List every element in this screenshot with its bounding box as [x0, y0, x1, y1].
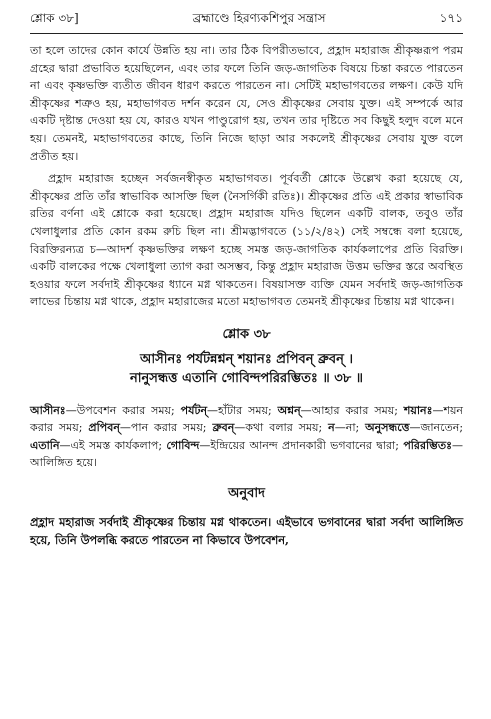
synonym-item: ন—না;	[328, 421, 360, 435]
page-number: ১৭১	[439, 11, 463, 25]
synonym-item: অশ্নন্—আহার করার সময়;	[277, 403, 398, 417]
synonym-item: এতানি—এই সমস্ত কার্যকলাপ;	[30, 438, 163, 452]
verse-line-2: নানুসন্ধত্ত এতানি গোবিন্দপরিরম্ভিতঃ ॥ ৩৮ ॥	[129, 370, 364, 386]
synonym-item: ব্রুবন্—কথা বলার সময়;	[212, 421, 323, 435]
header-verse-ref: শ্লোক ৩৮]	[30, 11, 79, 25]
synonym-item: শয়ানঃ—শয়ন করার সময়;	[30, 403, 463, 435]
translation-text: প্রহ্লাদ মহারাজ সর্বদাই শ্রীকৃষ্ণের চিন্তায় মগ্ন থাকতেন। এইভাবে ভগবানের দ্বারা সর্বদা আলিঙ্গিত হয়ে, তিনি উপলব্ধি করতে পারতেন না কিভাবে উপবেশন,	[30, 514, 463, 547]
synonym-item: প্রপিবন্—পান করার সময়;	[88, 421, 207, 435]
synonym-item: অনুসন্ধত্তে—জানতেন;	[365, 421, 464, 435]
translation-heading: অনুবাদ	[228, 485, 265, 501]
word-for-word-synonyms	[30, 402, 463, 472]
verse-line-1: আসীনঃ পর্যটন্নশ্নন্ শয়ানঃ প্রপিবন্ ব্রুবন্ ।	[139, 351, 354, 367]
synonym-item: পরিরম্ভিতঃ—আলিঙ্গিত হয়ে।	[30, 438, 463, 470]
purport-paragraph-2: প্রহ্লাদ মহারাজ হচ্ছেন সর্বজনস্বীকৃত মহাভাগবত। পূর্ববর্তী শ্লোকে উল্লেখ করা হয়েছে যে, শ্রীকৃষ্ণের প্রতি তাঁর স্বাভাবিক আসক্তি ছিল (নৈসর্গিকী রতিঃ)। শ্রীকৃষ্ণের প্রতি এই প্রকার স্বাভাবিক রতির বর্ণনা এই শ্লোকে করা হয়েছে। প্রহ্লাদ মহারাজ যদিও ছিলেন একটি বালক, তবুও তাঁর খেলাধুলার প্রতি কোন রকম রুচি ছিল না। শ্রীমদ্ভাগবতে (১১/২/৪২) সেই সম্বন্ধে বলা হয়েছে, বিরক্তিরন্যত্র চ—আদর্শ কৃষ্ণভক্তির লক্ষণ হচ্ছে সমস্ত জড়-জাগতিক কার্যকলাপের প্রতি বিরক্তি। একটি বালকের পক্ষে খেলাধুলা ত্যাগ করা অসম্ভব, কিন্তু প্রহ্লাদ মহারাজ উত্তম ভক্তির স্তরে অবস্থিত হওয়ার ফলে সর্বদাই শ্রীকৃষ্ণের ধ্যানে মগ্ন থাকতেন। বিষয়াসক্ত ব্যক্তি যেমন সর্বদাই জড়-জাগতিক লাভের চিন্তায় মগ্ন থাকে, প্রহ্লাদ মহারাজের মতো মহাভাগবত তেমনই শ্রীকৃষ্ণের চিন্তায় মগ্ন থাকেন।	[30, 172, 463, 309]
synonym-item: পর্যটন্—হাঁটার সময়;	[180, 403, 272, 417]
header-divider	[30, 33, 463, 34]
purport-paragraph-1: তা হলে তাদের কোন কার্যে উন্নতি হয় না। তার ঠিক বিপরীতভাবে, প্রহ্লাদ মহারাজ শ্রীকৃষ্ণরূপ পরম গ্রহের দ্বারা প্রভাবিত হয়েছিলেন, এবং তার ফলে তিনি জড়-জাগতিক বিষয়ে চিন্তা করতে পারতেন না এবং কৃষ্ণভক্তি ব্যতীত জীবন ধারণ করতে পারতেন না। সেটিই মহাভাগবতের লক্ষণ। কেউ যদি শ্রীকৃষ্ণের শত্রুও হয়, মহাভাগবত দর্শন করেন যে, সেও শ্রীকৃষ্ণের সেবায় যুক্ত। এই সম্পর্কে আর একটি দৃষ্টান্ত দেওয়া হয় যে, কারও যখন পাণ্ডুরোগ হয়, তখন তার দৃষ্টিতে সব কিছুই হলুদ বলে মনে হয়। তেমনই, মহাভাগবতের কাছে, তিনি নিজে ছাড়া আর সকলেই শ্রীকৃষ্ণের সেবায় যুক্ত বলে প্রতীত হয়।	[30, 44, 463, 163]
chapter-title: ব্রহ্মাণ্ডে হিরণ্যকশিপুর সন্ত্রাস	[192, 11, 326, 25]
verse-heading: শ্লোক ৩৮	[222, 326, 271, 342]
synonym-item: আসীনঃ—উপবেশন করার সময়;	[30, 403, 175, 417]
page-header	[30, 10, 463, 30]
synonym-item: গোবিন্দ—ইন্দ্রিয়ের আনন্দ প্রদানকারী ভগবানের দ্বারা;	[166, 438, 399, 452]
